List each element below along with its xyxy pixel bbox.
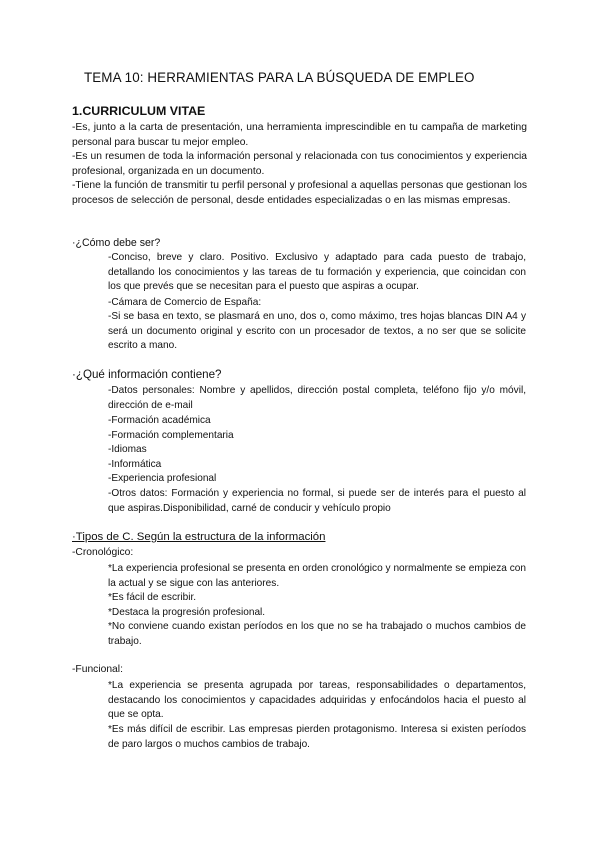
cronologico-item-4: *No conviene cuando existan períodos en los que no se ha trabajado o muchos cambios de trabajo.: [108, 621, 526, 647]
cronologico-item-2: *Es fácil de escribir.: [108, 592, 197, 603]
tipos-heading: ·Tipos de C. Según la estructura de la información: [72, 531, 326, 543]
funcional-item-1: *La experiencia se presenta agrupada por tareas, responsabilidades o departamentos, destacando los conocimientos y capacidades adquiridas y enfocándolos hacia el puesto al que se opta.: [108, 680, 526, 721]
paragraph-3: -Tiene la función de transmitir tu perfil personal y profesional a aquellas personas que gestionan los procesos de selección de personal, desde entidades especializadas o en las mismas empresas.: [72, 180, 527, 206]
como-item-2: -Cámara de Comercio de España:: [108, 297, 262, 308]
informacion-heading: ·¿Qué información contiene?: [72, 368, 222, 381]
info-item-formacion-complementaria: -Formación complementaria: [108, 430, 234, 441]
cronologico-label: -Cronológico:: [72, 547, 134, 558]
info-item-formacion-academica: -Formación académica: [108, 415, 211, 426]
paragraph-1: -Es, junto a la carta de presentación, una herramienta imprescindible en tu campaña de marketing personal para buscar tu mejor empleo.: [72, 122, 527, 148]
cronologico-item-1: *La experiencia profesional se presenta en orden cronológico y normalmente se empieza con la actual y se sigue con las anteriores.: [108, 563, 526, 589]
info-item-informatica: -Informática: [108, 459, 162, 470]
como-item-1: -Conciso, breve y claro. Positivo. Exclusivo y adaptado para cada puesto de trabajo, detallando los conocimientos y las tareas de tu formación y experiencia, que coincidan con los que prevés que se necesitan para el puesto que aspiras a ocupar.: [108, 252, 526, 293]
info-item-otros: -Otros datos: Formación y experiencia no formal, si puede ser de interés para el puesto al que aspiras.Disponibilidad, carné de conducir y vehículo propio: [108, 488, 526, 514]
info-item-datos: -Datos personales: Nombre y apellidos, dirección postal completa, teléfono fijo y/o móvil, dirección de e-mail: [108, 385, 526, 411]
info-item-idiomas: -Idiomas: [108, 444, 147, 455]
cronologico-item-3: *Destaca la progresión profesional.: [108, 607, 266, 618]
funcional-item-2: *Es más difícil de escribir. Las empresas pierden protagonismo. Interesa si existen períodos de paro largos o muchos cambios de trabajo.: [108, 724, 526, 750]
como-item-3: -Si se basa en texto, se plasmará en uno, dos o, como máximo, tres hojas blancas DIN A4 y será un documento original y escrito con un procesador de textos, a no ser que se solicite escrito a mano.: [108, 311, 526, 352]
info-item-experiencia: -Experiencia profesional: [108, 473, 217, 484]
section-heading-curriculum: 1.CURRICULUM VITAE: [72, 104, 206, 118]
page-title: TEMA 10: HERRAMIENTAS PARA LA BÚSQUEDA DE EMPLEO: [84, 70, 475, 85]
como-debe-ser-heading: ·¿Cómo debe ser?: [72, 237, 161, 249]
funcional-label: -Funcional:: [72, 664, 123, 675]
paragraph-2: -Es un resumen de toda la información personal y relacionada con tus conocimientos y experiencia profesional, organizada en un documento.: [72, 151, 527, 177]
